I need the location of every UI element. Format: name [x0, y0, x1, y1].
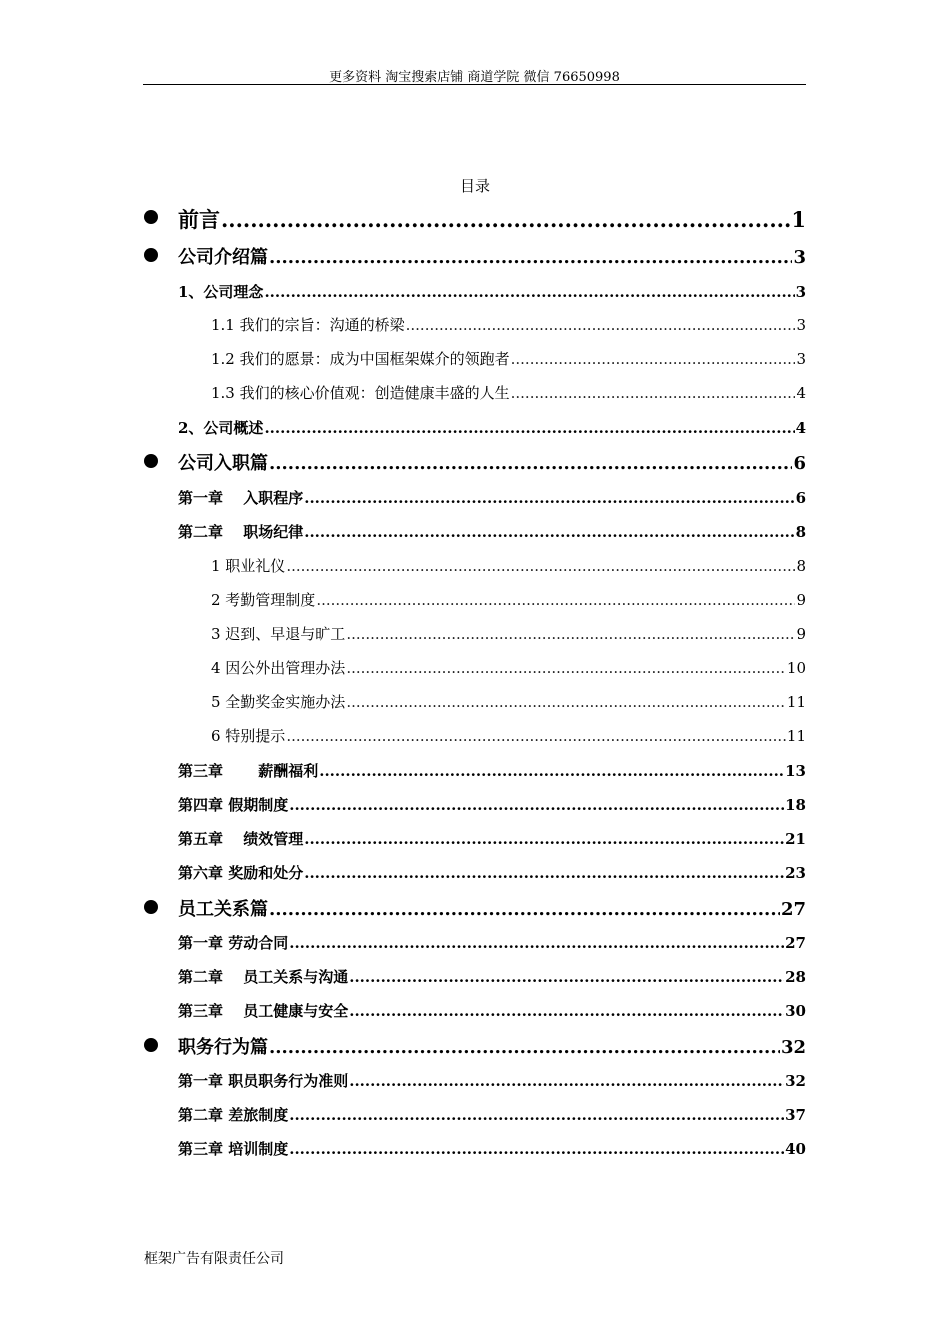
bullet-icon	[144, 210, 158, 224]
bullet-icon	[144, 248, 158, 262]
toc-entry[interactable]	[211, 725, 806, 746]
toc-entry[interactable]	[178, 521, 806, 542]
toc-entry-page: 3	[796, 350, 806, 368]
toc-entry-label: 第三章 薪酬福利	[178, 762, 319, 780]
toc-leader-dots	[289, 796, 784, 814]
toc-leader-dots	[346, 659, 786, 677]
toc-leader-dots	[511, 350, 796, 368]
toc-entry-page: 9	[796, 625, 806, 643]
toc-entry-page: 3	[793, 247, 806, 268]
toc-leader-dots	[304, 864, 784, 882]
toc-entry[interactable]	[178, 1033, 806, 1059]
page-header: 更多资料 淘宝搜索店铺 商道学院 微信 76650998	[329, 70, 620, 85]
toc-leader-dots	[286, 557, 795, 575]
toc-entry-page: 32	[785, 1072, 806, 1090]
toc-entry[interactable]	[178, 487, 806, 508]
toc-entry-label: 前言	[178, 207, 220, 232]
toc-entry-page: 23	[785, 864, 806, 882]
toc-leader-dots	[316, 591, 795, 609]
toc-entry-label: 员工关系篇	[178, 899, 268, 920]
toc-entry-page: 4	[796, 384, 806, 402]
toc-entry-page: 4	[795, 419, 806, 437]
toc-entry-page: 30	[785, 1002, 806, 1020]
toc-entry-label: 公司入职篇	[178, 453, 268, 474]
toc-entry-page: 11	[786, 693, 806, 711]
toc-leader-dots	[406, 316, 796, 334]
toc-leader-dots	[511, 384, 796, 402]
toc-entry[interactable]	[178, 966, 806, 987]
toc-entry[interactable]	[211, 382, 806, 403]
toc-entry-page: 32	[780, 1037, 806, 1058]
toc-entry[interactable]	[178, 281, 806, 302]
toc-entry[interactable]	[211, 348, 806, 369]
toc-entry-label: 第三章 培训制度	[178, 1140, 289, 1158]
toc-entry-page: 3	[796, 316, 806, 334]
toc-entry-label: 2、公司概述	[178, 419, 264, 437]
toc-entry-page: 27	[785, 934, 806, 952]
toc-entry-label: 2 考勤管理制度	[211, 591, 316, 609]
toc-leader-dots	[346, 625, 795, 643]
toc-entry-label: 第四章 假期制度	[178, 796, 289, 814]
toc-entry[interactable]	[178, 1070, 806, 1091]
toc-entry-label: 第一章 劳动合同	[178, 934, 289, 952]
toc-leader-dots	[346, 693, 786, 711]
toc-entry-label: 6 特别提示	[211, 727, 286, 745]
toc-leader-dots	[349, 1072, 784, 1090]
toc-title: 目录	[459, 177, 490, 195]
toc-leader-dots	[269, 453, 792, 474]
toc-entry[interactable]	[178, 932, 806, 953]
toc-entry-label: 1.3 我们的核心价值观：创造健康丰盛的人生	[211, 384, 510, 402]
toc-entry-page: 1	[791, 207, 806, 232]
toc-entry-label: 5 全勤奖金实施办法	[211, 693, 346, 711]
toc-entry[interactable]	[178, 449, 806, 475]
toc-entry-page: 8	[795, 523, 806, 541]
toc-leader-dots	[221, 207, 790, 232]
toc-entry-label: 1 职业礼仪	[211, 557, 286, 575]
toc-entry-page: 10	[786, 659, 806, 677]
toc-entry-label: 1、公司理念	[178, 283, 264, 301]
toc-entry[interactable]	[178, 862, 806, 883]
bullet-icon	[144, 900, 158, 914]
toc-entry[interactable]	[178, 828, 806, 849]
toc-entry[interactable]	[211, 555, 806, 576]
toc-entry-label: 第一章 入职程序	[178, 489, 304, 507]
toc-entry[interactable]	[178, 1138, 806, 1159]
bullet-icon	[144, 1038, 158, 1052]
toc-entry-page: 11	[786, 727, 806, 745]
toc-entry[interactable]	[211, 691, 806, 712]
page-footer: 框架广告有限责任公司	[144, 1251, 284, 1267]
toc-entry-page: 37	[785, 1106, 806, 1124]
toc-leader-dots	[289, 1106, 784, 1124]
toc-leader-dots	[269, 899, 780, 920]
toc-entry-label: 第二章 员工关系与沟通	[178, 968, 349, 986]
toc-entry-label: 公司介绍篇	[178, 247, 268, 268]
toc-leader-dots	[304, 523, 794, 541]
toc-leader-dots	[289, 1140, 784, 1158]
toc-entry-label: 3 迟到、早退与旷工	[211, 625, 346, 643]
toc-entry-label: 4 因公外出管理办法	[211, 659, 346, 677]
toc-entry[interactable]	[178, 1104, 806, 1125]
toc-entry-label: 第三章 员工健康与安全	[178, 1002, 349, 1020]
toc-entry-label: 1.1 我们的宗旨：沟通的桥梁	[211, 316, 405, 334]
toc-entry-label: 第六章 奖励和处分	[178, 864, 304, 882]
toc-leader-dots	[349, 1002, 784, 1020]
toc-entry[interactable]	[211, 623, 806, 644]
toc-entry-page: 6	[795, 489, 806, 507]
bullet-icon	[144, 454, 158, 468]
toc-entry-page: 28	[785, 968, 806, 986]
toc-entry[interactable]	[178, 794, 806, 815]
toc-leader-dots	[264, 283, 794, 301]
toc-entry[interactable]	[178, 204, 806, 234]
toc-entry-label: 1.2 我们的愿景：成为中国框架媒介的领跑者	[211, 350, 510, 368]
toc-entry[interactable]	[211, 314, 806, 335]
toc-leader-dots	[269, 247, 792, 268]
toc-leader-dots	[319, 762, 784, 780]
toc-leader-dots	[264, 419, 794, 437]
toc-entry-label: 第二章 差旅制度	[178, 1106, 289, 1124]
toc-entry-page: 6	[793, 453, 806, 474]
toc-entry-page: 9	[796, 591, 806, 609]
toc-entry-page: 13	[785, 762, 806, 780]
toc-entry-page: 40	[785, 1140, 806, 1158]
toc-entry[interactable]	[178, 1000, 806, 1021]
toc-entry-page: 21	[785, 830, 806, 848]
toc-entry[interactable]	[178, 243, 806, 269]
toc-entry-page: 27	[780, 899, 806, 920]
toc-leader-dots	[304, 830, 784, 848]
toc-entry-page: 3	[795, 283, 806, 301]
toc-leader-dots	[269, 1037, 780, 1058]
toc-entry-page: 8	[796, 557, 806, 575]
toc-entry-label: 职务行为篇	[178, 1037, 268, 1058]
toc-entry[interactable]	[178, 760, 806, 781]
toc-entry[interactable]	[211, 589, 806, 610]
toc-entry[interactable]	[178, 417, 806, 438]
toc-leader-dots	[304, 489, 794, 507]
toc-entry[interactable]	[178, 895, 806, 921]
toc-entry-label: 第二章 职场纪律	[178, 523, 304, 541]
toc-entry[interactable]	[211, 657, 806, 678]
toc-leader-dots	[286, 727, 786, 745]
toc-leader-dots	[289, 934, 784, 952]
toc-entry-label: 第一章 职员职务行为准则	[178, 1072, 349, 1090]
toc-entry-page: 18	[785, 796, 806, 814]
toc-entry-label: 第五章 绩效管理	[178, 830, 304, 848]
toc-leader-dots	[349, 968, 784, 986]
